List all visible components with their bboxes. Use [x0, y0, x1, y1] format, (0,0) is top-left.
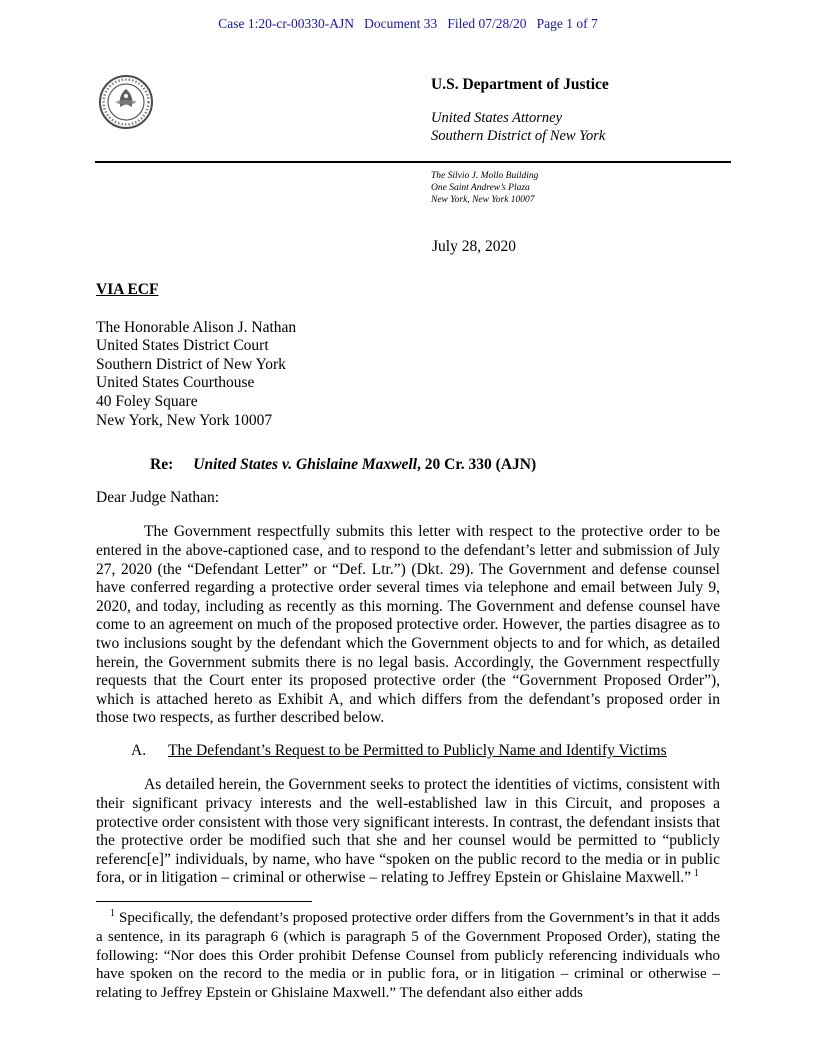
body-paragraph-1: The Government respectfully submits this letter with respect to the protective order to be entered in the above-captioned case, and to respond to the defendant’s letter and submission of July 27, 2020 (the “Defendant Letter” or “Def. Ltr.”) (Dkt. 29). The Government and defense counsel have conferred regarding a protective order several times via telephone and email between July 9, 2020, and today, including as recently as this morning. The Government and defense counsel have come to an agreement on much of the proposed protective order. However, the parties disagree as to two inclusions sought by the defendant which the Government objects to and for which, as detailed herein, the Government submits there is no legal basis. Accordingly, the Government respectfully requests that the Court enter its proposed protective order (the “Government Proposed Order”), which is attached hereto as Exhibit A, and which differs from the defendant’s proposed order in those two respects, as further described below. — [96, 523, 720, 727]
re-label: Re: — [150, 456, 174, 474]
footnote-reference-marker: 1 — [694, 868, 700, 880]
salutation: Dear Judge Nathan: — [96, 488, 220, 506]
delivery-method: VIA ECF — [96, 281, 159, 298]
office-address-block — [431, 170, 816, 206]
case-caption: United States v. Ghislaine Maxwell — [193, 456, 418, 474]
footnote-separator — [96, 901, 312, 902]
re-line — [96, 456, 720, 475]
body-paragraph-2 — [96, 776, 720, 888]
section-a-label: A. — [131, 741, 147, 759]
recipient-line: 40 Foley Square — [96, 392, 198, 410]
letter-body — [96, 281, 720, 1003]
letter-date: July 28, 2020 — [432, 238, 516, 255]
section-a-heading — [96, 742, 720, 761]
letterhead — [96, 74, 731, 152]
recipient-line: United States Courthouse — [96, 374, 255, 392]
letterhead-divider — [95, 161, 731, 163]
doj-seal-icon — [98, 74, 154, 130]
office-address-line: One Saint Andrew’s Plaza — [431, 183, 530, 193]
us-attorney-line: United States Attorney — [431, 110, 563, 126]
district-line: Southern District of New York — [431, 128, 606, 144]
department-title: U.S. Department of Justice — [431, 76, 609, 93]
footnote-1 — [96, 909, 720, 1003]
recipient-line: Southern District of New York — [96, 355, 286, 373]
section-a-title: The Defendant’s Request to be Permitted to Publicly Name and Identify Victims — [168, 741, 667, 759]
recipient-line: United States District Court — [96, 337, 269, 355]
recipient-line: New York, New York 10007 — [96, 411, 273, 429]
recipient-line: The Honorable Alison J. Nathan — [96, 318, 297, 336]
office-address-line: New York, New York 10007 — [431, 195, 535, 205]
office-address-line: The Silvio J. Mollo Building — [431, 171, 539, 181]
case-number: , 20 Cr. 330 (AJN) — [417, 456, 537, 474]
ecf-header-stamp: Case 1:20-cr-00330-AJN Document 33 Filed 07/28/20 Page 1 of 7 — [218, 16, 598, 31]
recipient-address-block — [96, 319, 720, 431]
footnote-number: 1 — [110, 908, 115, 920]
paragraph-2-text: As detailed herein, the Government seeks to protect the identities of victims, consistent with their significant privacy interests and the well-established law in this Circuit, and proposes a protective order consistent with those very significant interests. In contrast, the defendant insists that the protective order be modified such that she and her counsel would be permitted to “publicly referenc[e]” individuals, by name, who have “spoken on the public record to the media or in public fora, or in litigation – criminal or otherwise – relating to Jeffrey Epstein or Ghislaine Maxwell.” — [96, 776, 720, 887]
letterhead-text-block — [431, 76, 609, 145]
footnote-text: Specifically, the defendant’s proposed protective order differs from the Government’s in that it adds a sentence, in its paragraph 6 (which is paragraph 5 of the Government Proposed Order), stating the following: “Nor does this Order prohibit Defense Counsel from publicly referencing individuals who have spoken on the record to the media or in public fora, or in litigation – criminal or otherwise – relating to Jeffrey Epstein or Ghislaine Maxwell.” The defendant also either adds — [96, 910, 720, 1002]
